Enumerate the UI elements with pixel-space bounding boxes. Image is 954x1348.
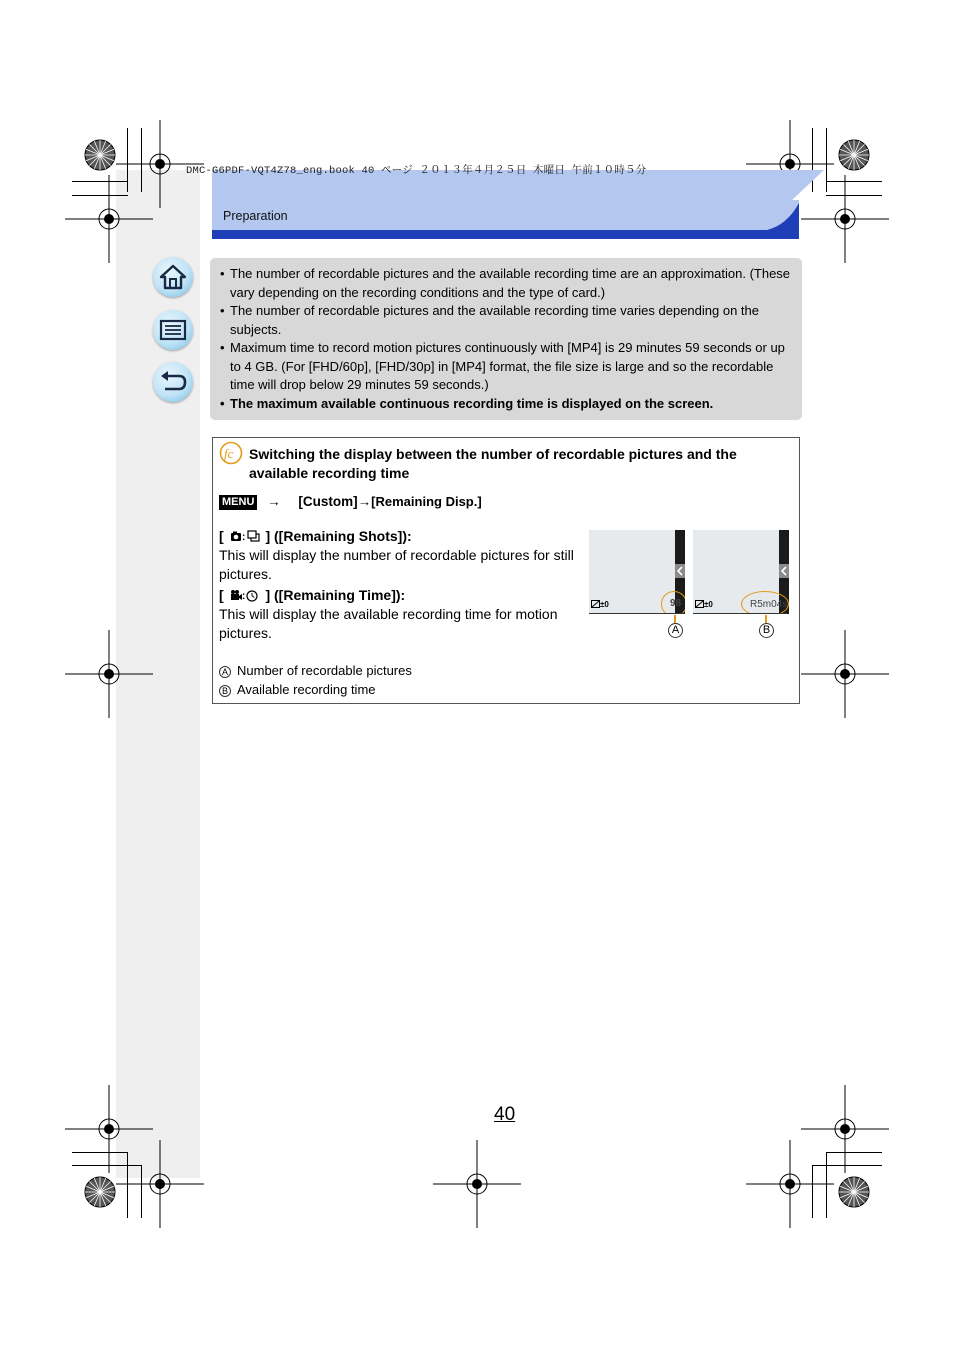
legend-text: Available recording time bbox=[237, 682, 376, 697]
screen-baseline bbox=[693, 613, 787, 614]
exposure-value: ±0 bbox=[704, 600, 713, 609]
box-title: Switching the display between the number of recordable pictures and the available recording time bbox=[249, 446, 737, 481]
remaining-shots-value: 98 bbox=[670, 598, 682, 609]
movie-clock-icon bbox=[228, 588, 262, 602]
camera-burst-icon bbox=[228, 529, 262, 543]
note-item: • The number of recordable pictures and the available recording time are an approximation. (These vary depending on the recording conditions and the type of card.) bbox=[220, 265, 796, 302]
svg-text:fc: fc bbox=[224, 446, 234, 461]
option-label: ] ([Remaining Time]): bbox=[265, 587, 406, 603]
section-label: Preparation bbox=[223, 209, 288, 223]
custom-setting-box bbox=[212, 437, 800, 704]
bracket: [ bbox=[219, 528, 224, 544]
path-arrow: → bbox=[357, 494, 372, 509]
home-icon bbox=[159, 263, 187, 291]
remaining-time-value: R5m04s bbox=[750, 599, 788, 610]
option-remaining-time-desc: This will display the available recording time for motion pictures. bbox=[219, 606, 558, 641]
menu-badge: MENU bbox=[219, 495, 257, 510]
back-button[interactable] bbox=[153, 362, 193, 402]
option-label: ] ([Remaining Shots]): bbox=[265, 528, 412, 544]
note-item-bold: • The maximum available continuous recording time is displayed on the screen. bbox=[220, 395, 796, 414]
option-remaining-time-heading bbox=[219, 587, 405, 603]
option-remaining-shots-desc: This will display the number of recordable pictures for still pictures. bbox=[219, 547, 574, 582]
legend-marker: A bbox=[219, 666, 231, 678]
highlight-circle bbox=[661, 591, 685, 614]
legend-item-a bbox=[219, 663, 412, 678]
back-icon bbox=[159, 368, 187, 396]
marker-a: A bbox=[668, 623, 683, 638]
screen-baseline bbox=[589, 613, 683, 614]
path-custom: [Custom] bbox=[298, 494, 358, 509]
legend-item-b bbox=[219, 682, 376, 697]
svg-text::: : bbox=[241, 532, 245, 543]
legend-marker: B bbox=[219, 685, 231, 697]
page-number: 40 bbox=[494, 1104, 516, 1125]
leader-line bbox=[765, 615, 767, 623]
header-band bbox=[212, 170, 826, 242]
exposure-icon bbox=[695, 600, 704, 608]
note-item: • The number of recordable pictures and the available recording time varies depending on the subjects. bbox=[220, 302, 796, 339]
path-arrow: → bbox=[267, 494, 281, 509]
menu-path bbox=[219, 494, 482, 510]
chevron-left-icon bbox=[779, 565, 789, 577]
contents-button[interactable] bbox=[153, 310, 193, 350]
option-remaining-shots-heading bbox=[219, 528, 412, 544]
screen-remaining-time bbox=[693, 530, 789, 614]
exposure-value: ±0 bbox=[600, 600, 609, 609]
list-icon bbox=[159, 316, 187, 344]
exposure-icon bbox=[591, 600, 600, 608]
custom-menu-icon bbox=[219, 441, 243, 465]
path-remaining-disp: [Remaining Disp.] bbox=[371, 494, 482, 509]
leader-line bbox=[674, 615, 676, 623]
home-button[interactable] bbox=[153, 257, 193, 297]
notes-box bbox=[210, 258, 802, 420]
note-item: • Maximum time to record motion pictures continuously with [MP4] is 29 minutes 59 seconds or up to 4 GB. (For [FHD/60p], [FHD/30p] in [MP4] format, the file size is large and so the recordable time will drop below 29 minutes 59 seconds.) bbox=[220, 339, 796, 395]
highlight-circle bbox=[741, 591, 789, 614]
chevron-left-icon bbox=[675, 565, 685, 577]
screen-remaining-shots bbox=[589, 530, 685, 614]
exposure-indicator bbox=[591, 600, 609, 609]
print-header: DMC-G6PDF-VQT4Z78_eng.book 40 ページ ２０１３年４月２５日 木曜日 午前１０時５分 bbox=[186, 165, 647, 177]
legend-text: Number of recordable pictures bbox=[237, 663, 412, 678]
bracket: [ bbox=[219, 587, 224, 603]
exposure-indicator bbox=[695, 600, 713, 609]
svg-text::: : bbox=[241, 591, 245, 602]
marker-b: B bbox=[759, 623, 774, 638]
